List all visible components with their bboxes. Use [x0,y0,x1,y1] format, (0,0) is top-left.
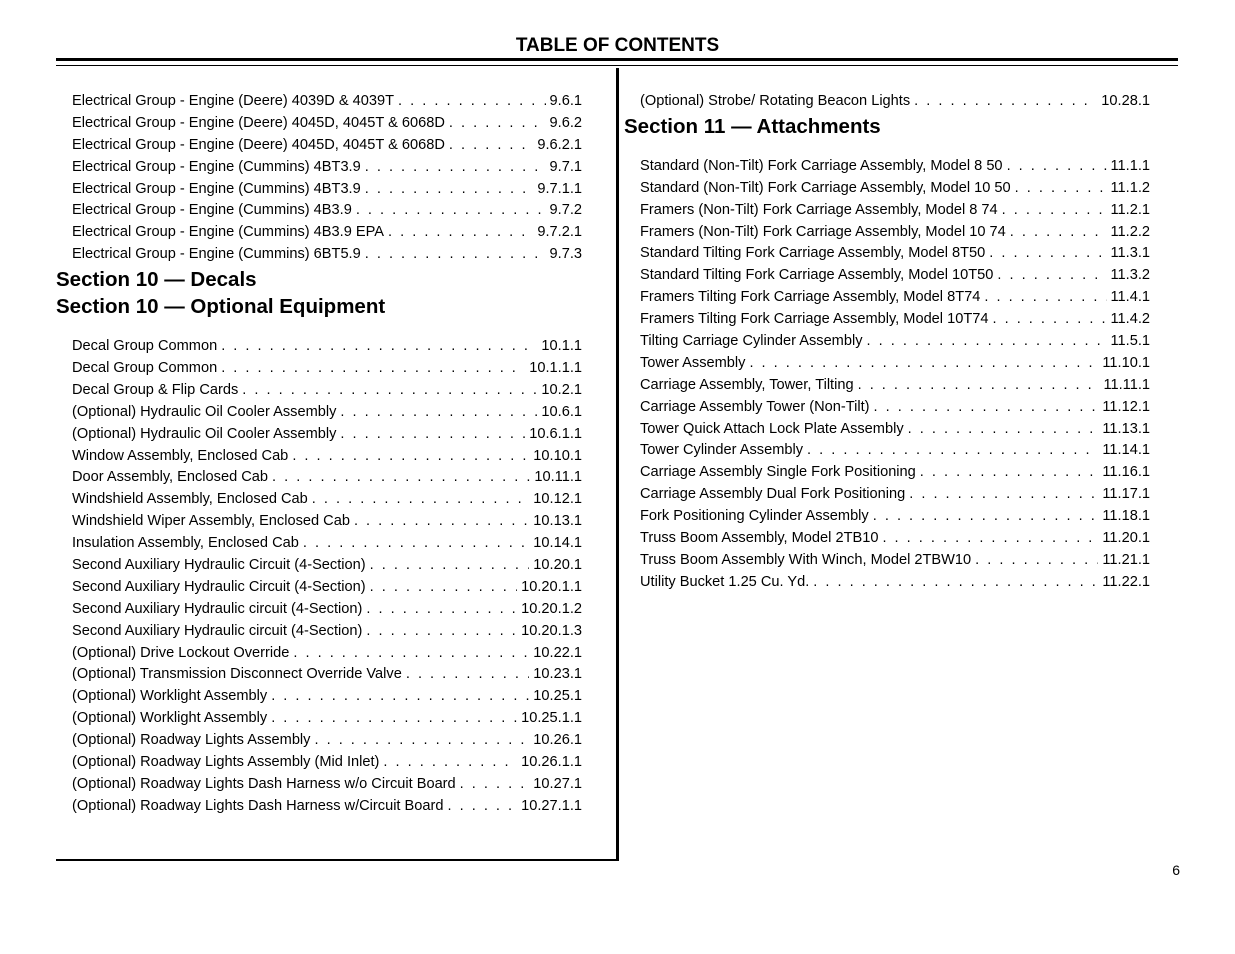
footer-rule [56,859,617,861]
toc-entry-page: 11.2.2 [1110,223,1150,240]
toc-entry-page: 10.20.1.1 [521,578,582,595]
toc-entry-label: (Optional) Roadway Lights Assembly (Mid Inlet) [72,754,380,771]
toc-entry[interactable] [56,643,582,665]
dot-leader [908,419,1099,441]
toc-entry-label: Electrical Group - Engine (Deere) 4045D, 4045T & 6068D [72,136,445,153]
section-heading-decals: Section 10 — Decals [56,268,257,292]
toc-entry-page: 11.16.1 [1102,464,1150,481]
dot-leader [920,462,1099,484]
dot-leader [365,157,546,179]
header-rule-thin [56,65,1178,66]
toc-entry-label: Electrical Group - Engine (Deere) 4045D, 4045T & 6068D [72,114,445,131]
toc-entry-page: 10.6.1.1 [529,425,582,442]
toc-entry-label: Windshield Wiper Assembly, Enclosed Cab [72,513,350,530]
toc-entry-page: 10.20.1 [533,557,582,574]
toc-entry-page: 10.1.1 [541,338,582,355]
toc-entry-label: Windshield Assembly, Enclosed Cab [72,491,308,508]
dot-leader [914,91,1097,113]
toc-entry-page: 11.11.1 [1103,376,1150,393]
toc-entry-page: 9.6.2.1 [537,136,582,153]
toc-entry-label: Electrical Group - Engine (Deere) 4039D & 4039T [72,93,395,109]
toc-entry[interactable] [624,222,1150,244]
page-number: 6 [1172,862,1180,878]
dot-leader [303,533,529,555]
toc-entry[interactable] [56,336,582,358]
toc-entry-label: Second Auxiliary Hydraulic circuit (4-Section) [72,600,363,617]
toc-entry-page: 10.2.1 [541,381,582,398]
toc-list [56,91,582,266]
dot-leader [314,730,529,752]
toc-entry-page: 10.10.1 [533,447,582,464]
toc-entry[interactable] [56,752,582,774]
dot-leader [749,353,1098,375]
toc-entry[interactable] [624,309,1150,331]
dot-leader [292,446,529,468]
toc-entry-page: 10.28.1 [1101,93,1150,109]
dot-leader [366,599,517,621]
toc-entry-label: (Optional) Hydraulic Oil Cooler Assembly [72,425,337,442]
toc-entry[interactable] [624,462,1150,484]
toc-entry[interactable] [624,243,1150,265]
spacer [56,320,582,336]
toc-entry-page: 11.5.1 [1110,333,1150,350]
toc-entry-label: (Optional) Hydraulic Oil Cooler Assembly [72,403,337,420]
toc-entry-label: Insulation Assembly, Enclosed Cab [72,535,299,552]
toc-entry[interactable] [624,506,1150,528]
toc-entry-label: Tower Cylinder Assembly [640,442,804,459]
toc-entry[interactable] [56,91,582,113]
toc-entry-label: Electrical Group - Engine (Cummins) 4B3.9 [72,202,352,219]
dot-leader [1010,222,1107,244]
toc-entry-label: Tower Assembly [640,354,746,371]
toc-entry-label: Door Assembly, Enclosed Cab [72,469,269,486]
toc-entry-label: (Optional) Worklight Assembly [72,710,268,727]
toc-entry-label: Second Auxiliary Hydraulic Circuit (4-Section) [72,578,366,595]
toc-entry-page: 9.6.1 [549,93,582,109]
toc-entry-page: 9.6.2 [549,114,582,131]
dot-leader [272,467,530,489]
toc-entry[interactable] [56,555,582,577]
section-heading-optional-equipment: Section 10 — Optional Equipment [56,295,386,319]
toc-entry-page: 11.1.2 [1110,179,1150,196]
dot-leader [365,179,534,201]
toc-entry-page: 10.12.1 [533,491,582,508]
toc-entry-page: 10.13.1 [533,513,582,530]
toc-entry-page: 10.6.1 [541,403,582,420]
toc-entry-label: Carriage Assembly Tower (Non-Tilt) [640,398,870,415]
toc-list [56,336,582,818]
toc-entry[interactable] [56,358,582,380]
toc-entry-label: Decal Group & Flip Cards [72,381,239,398]
toc-entry[interactable] [624,419,1150,441]
toc-entry-label: (Optional) Strobe/ Rotating Beacon Lights [640,93,911,109]
toc-entry-page: 11.21.1 [1102,551,1150,568]
toc-entry-page: 9.7.1.1 [537,180,582,197]
toc-entry-page: 11.4.1 [1110,289,1150,306]
toc-entry-label: Carriage Assembly, Tower, Tilting [640,376,854,393]
toc-entry[interactable] [624,200,1150,222]
dot-leader [221,358,525,380]
toc-entry[interactable] [56,200,582,222]
toc-entry-label: Decal Group Common [72,360,218,377]
dot-leader [813,572,1098,594]
toc-entry-label: Standard Tilting Fork Carriage Assembly, Model 10T50 [640,267,994,284]
dot-leader [867,331,1107,353]
toc-entry-label: Truss Boom Assembly With Winch, Model 2TBW10 [640,551,972,568]
toc-entry[interactable] [56,113,582,135]
toc-entry[interactable] [56,686,582,708]
dot-leader [366,621,517,643]
toc-entry-page: 11.14.1 [1102,442,1150,459]
dot-leader [975,550,1098,572]
toc-entry-page: 10.1.1.1 [529,360,582,377]
toc-entry[interactable] [624,178,1150,200]
toc-entry[interactable] [56,402,582,424]
left-column [56,91,582,818]
dot-leader [370,555,530,577]
toc-entry[interactable] [56,467,582,489]
right-column [624,91,1150,594]
toc-entry-page: 9.7.2.1 [537,224,582,241]
toc-entry-page: 9.7.3 [549,246,582,263]
toc-entry-label: Framers (Non-Tilt) Fork Carriage Assembly, Model 10 74 [640,223,1006,240]
toc-entry-page: 10.22.1 [533,644,582,661]
toc-entry[interactable] [624,550,1150,572]
toc-entry[interactable] [624,528,1150,550]
dot-leader [874,397,1099,419]
toc-entry[interactable] [56,664,582,686]
toc-entry-label: Utility Bucket 1.25 Cu. Yd. [640,573,810,590]
dot-leader [406,664,529,686]
spacer [624,140,1150,156]
toc-entry-label: Framers (Non-Tilt) Fork Carriage Assembly, Model 8 74 [640,201,998,218]
dot-leader [992,309,1106,331]
toc-entry[interactable] [56,157,582,179]
toc-entry-label: Electrical Group - Engine (Cummins) 4B3.9 EPA [72,224,384,241]
toc-entry-label: (Optional) Worklight Assembly [72,688,268,705]
toc-entry-page: 11.12.1 [1102,398,1150,415]
toc-entry[interactable] [56,489,582,511]
toc-entry-page: 10.27.1.1 [521,797,582,814]
dot-leader [449,113,546,135]
toc-entry[interactable] [56,446,582,468]
toc-entry-page: 11.10.1 [1102,354,1150,371]
dot-leader [398,91,545,113]
toc-entry[interactable] [624,156,1150,178]
dot-leader [448,796,518,818]
dot-leader [383,752,517,774]
dot-leader [807,440,1098,462]
toc-entry[interactable] [624,484,1150,506]
section-heading-attachments: Section 11 — Attachments [624,114,881,138]
dot-leader [388,222,533,244]
dot-leader [312,489,530,511]
dot-leader [873,506,1099,528]
toc-entry-label: Standard (Non-Tilt) Fork Carriage Assembly, Model 8 50 [640,157,1003,174]
dot-leader [365,244,546,266]
toc-entry-label: Decal Group Common [72,338,218,355]
toc-entry-label: (Optional) Roadway Lights Dash Harness w/Circuit Board [72,797,444,814]
dot-leader [221,336,537,358]
toc-entry-label: Tower Quick Attach Lock Plate Assembly [640,420,904,437]
toc-entry-label: Electrical Group - Engine (Cummins) 6BT5.9 [72,246,361,263]
toc-list [624,156,1150,594]
toc-entry-label: Tilting Carriage Cylinder Assembly [640,333,863,350]
toc-entry-page: 10.11.1 [534,469,582,486]
dot-leader [1015,178,1107,200]
dot-leader [1007,156,1107,178]
toc-entry[interactable] [624,572,1150,594]
toc-entry[interactable] [56,533,582,555]
toc-entry[interactable] [56,730,582,752]
toc-entry[interactable] [56,577,582,599]
toc-entry-label: Second Auxiliary Hydraulic circuit (4-Section) [72,622,363,639]
toc-entry-label: (Optional) Drive Lockout Override [72,644,290,661]
toc-entry-page: 10.23.1 [533,666,582,683]
column-divider [616,68,619,861]
header-rule-thick [56,58,1178,61]
toc-entry-label: Second Auxiliary Hydraulic Circuit (4-Section) [72,557,366,574]
toc-entry-page: 11.4.2 [1110,311,1150,328]
toc-entry[interactable] [56,774,582,796]
toc-entry-label: Carriage Assembly Single Fork Positioning [640,464,916,481]
toc-entry-label: Window Assembly, Enclosed Cab [72,447,289,464]
dot-leader [460,774,530,796]
toc-entry-page: 10.20.1.2 [521,600,582,617]
toc-entry[interactable] [624,91,1150,113]
toc-entry-page: 10.27.1 [533,775,582,792]
toc-entry[interactable] [624,287,1150,309]
toc-entry[interactable] [56,796,582,818]
toc-entry[interactable] [624,375,1150,397]
page-title: TABLE OF CONTENTS [515,35,720,56]
dot-leader [271,686,529,708]
toc-entry-page: 11.17.1 [1102,486,1150,503]
toc-entry[interactable] [56,511,582,533]
toc-entry-page: 11.13.1 [1102,420,1150,437]
toc-entry-label: Fork Positioning Cylinder Assembly [640,508,869,525]
toc-entry-label: Electrical Group - Engine (Cummins) 4BT3.9 [72,158,361,175]
toc-entry-label: Standard Tilting Fork Carriage Assembly, Model 8T50 [640,245,986,262]
toc-entry-label: Framers Tilting Fork Carriage Assembly, Model 10T74 [640,311,989,328]
toc-entry-page: 11.2.1 [1110,201,1150,218]
dot-leader [997,265,1106,287]
toc-entry-page: 11.3.2 [1110,267,1150,284]
toc-entry-page: 9.7.1 [549,158,582,175]
dot-leader [882,528,1098,550]
toc-entry[interactable] [56,424,582,446]
toc-entry-label: Framers Tilting Fork Carriage Assembly, Model 8T74 [640,289,981,306]
toc-entry-label: (Optional) Roadway Lights Dash Harness w/o Circuit Board [72,775,456,792]
toc-entry-page: 9.7.2 [549,202,582,219]
dot-leader [989,243,1106,265]
toc-entry-page: 10.25.1.1 [521,710,582,727]
dot-leader [909,484,1098,506]
toc-entry[interactable] [56,380,582,402]
toc-entry[interactable] [56,135,582,157]
toc-entry-page: 10.26.1 [533,732,582,749]
toc-entry[interactable] [56,621,582,643]
dot-leader [340,402,537,424]
dot-leader [449,135,533,157]
toc-list [624,91,1150,113]
toc-entry-page: 11.22.1 [1102,573,1150,590]
toc-entry[interactable] [56,708,582,730]
dot-leader [370,577,518,599]
toc-entry-label: Electrical Group - Engine (Cummins) 4BT3.9 [72,180,361,197]
toc-entry[interactable] [56,244,582,266]
toc-entry[interactable] [56,222,582,244]
toc-entry[interactable] [56,179,582,201]
dot-leader [242,380,537,402]
dot-leader [354,511,529,533]
toc-entry-label: Standard (Non-Tilt) Fork Carriage Assembly, Model 10 50 [640,179,1011,196]
toc-entry-page: 10.25.1 [533,688,582,705]
toc-entry-label: Carriage Assembly Dual Fork Positioning [640,486,906,503]
toc-entry-label: (Optional) Transmission Disconnect Override Valve [72,666,402,683]
dot-leader [984,287,1106,309]
dot-leader [340,424,525,446]
toc-entry-page: 11.18.1 [1102,508,1150,525]
toc-entry-page: 11.1.1 [1110,157,1150,174]
toc-entry[interactable] [624,265,1150,287]
toc-entry[interactable] [56,599,582,621]
dot-leader [1002,200,1107,222]
toc-entry[interactable] [624,440,1150,462]
toc-entry-page: 11.20.1 [1102,530,1150,547]
toc-entry[interactable] [624,331,1150,353]
dot-leader [858,375,1100,397]
toc-entry-page: 10.14.1 [533,535,582,552]
toc-entry[interactable] [624,353,1150,375]
dot-leader [293,643,529,665]
toc-entry-page: 10.26.1.1 [521,754,582,771]
toc-entry-label: Truss Boom Assembly, Model 2TB10 [640,530,879,547]
toc-entry[interactable] [624,397,1150,419]
toc-entry-page: 10.20.1.3 [521,622,582,639]
dot-leader [356,200,546,222]
toc-entry-label: (Optional) Roadway Lights Assembly [72,732,311,749]
toc-entry-page: 11.3.1 [1110,245,1150,262]
dot-leader [271,708,517,730]
